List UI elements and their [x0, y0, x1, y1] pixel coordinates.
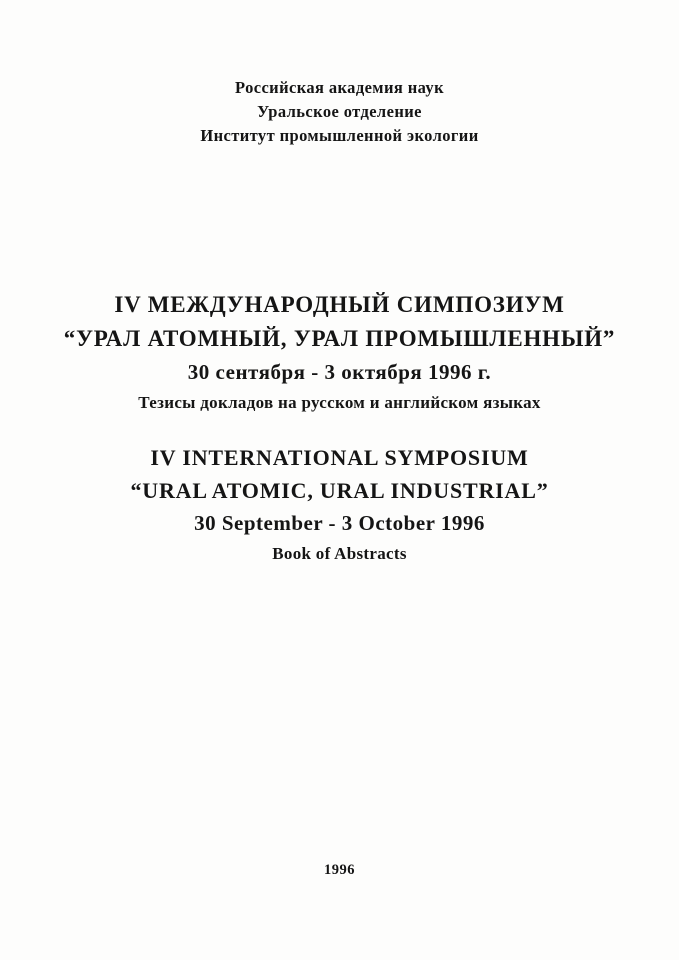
symposium-dates-ru: 30 сентября - 3 октября 1996 г.: [187, 360, 492, 384]
symposium-dates-en: 30 September - 3 October 1996: [194, 511, 485, 535]
abstracts-note-en: Book of Abstracts: [272, 544, 407, 563]
abstracts-note-ru: Тезисы докладов на русском и английском языках: [138, 393, 541, 412]
symposium-subtitle-ru: “УРАЛ АТОМНЫЙ, УРАЛ ПРОМЫШЛЕННЫЙ”: [63, 326, 616, 351]
branch-name: Уральское отделение: [257, 102, 422, 121]
symposium-title-ru: IV МЕЖДУНАРОДНЫЙ СИМПОЗИУМ: [114, 292, 565, 317]
symposium-subtitle-en: “URAL ATOMIC, URAL INDUSTRIAL”: [130, 478, 549, 503]
symposium-title-en: IV INTERNATIONAL SYMPOSIUM: [150, 445, 529, 470]
institute-name: Институт промышленной экологии: [200, 126, 479, 145]
academy-name: Российская академия наук: [235, 78, 444, 97]
english-title-block: [0, 441, 679, 568]
publisher-header: [0, 76, 679, 148]
publication-year: 1996: [324, 862, 355, 878]
russian-title-block: [0, 288, 679, 417]
